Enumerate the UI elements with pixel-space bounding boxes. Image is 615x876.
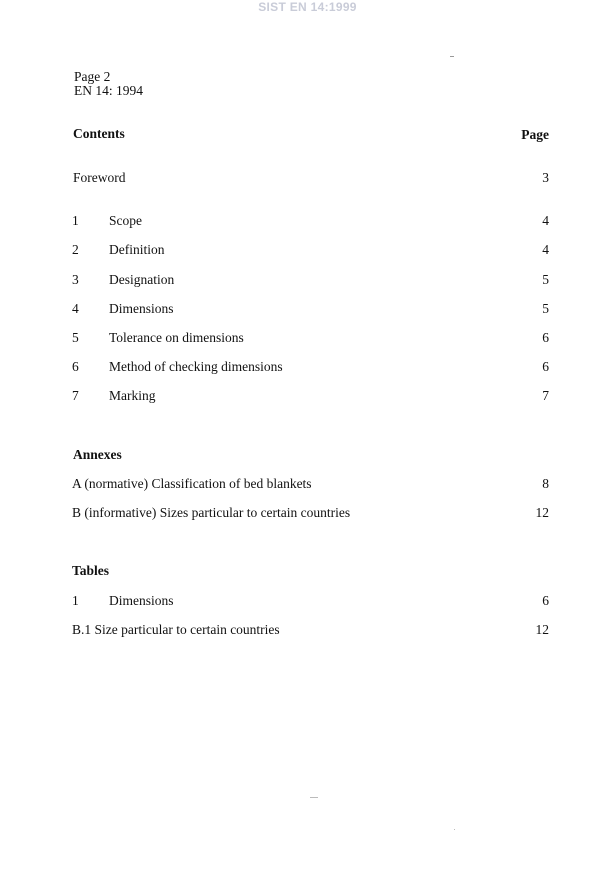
table-entry-label: Dimensions bbox=[109, 593, 174, 608]
page-column-heading: Page bbox=[521, 127, 549, 142]
toc-entry-label: Definition bbox=[109, 242, 165, 257]
scan-speck bbox=[450, 56, 454, 57]
annex-entry-label: B (informative) Sizes particular to certain countries bbox=[72, 505, 351, 520]
table-entry-page: 6 bbox=[542, 593, 549, 608]
page-header bbox=[74, 70, 143, 98]
table-entry bbox=[72, 592, 549, 610]
toc-entry-clause bbox=[72, 300, 549, 318]
toc-entry-page: 5 bbox=[542, 301, 549, 316]
toc-entry-number: 2 bbox=[72, 242, 79, 257]
annex-entry-page: 8 bbox=[542, 476, 549, 491]
toc-entry-page: 6 bbox=[542, 359, 549, 374]
toc-entry-label: Tolerance on dimensions bbox=[109, 330, 244, 345]
table-entry bbox=[72, 621, 549, 639]
toc-entry-number: 1 bbox=[72, 213, 79, 228]
annex-entry bbox=[72, 475, 549, 493]
toc-entry-number: 6 bbox=[72, 359, 79, 374]
annex-entry-label: A (normative) Classification of bed blankets bbox=[72, 476, 312, 491]
table-entry-number: 1 bbox=[72, 593, 79, 608]
toc-entry-clause bbox=[72, 241, 549, 259]
toc-entry-page: 3 bbox=[542, 170, 549, 185]
table-entry-page: 12 bbox=[535, 622, 549, 637]
scan-speck bbox=[310, 797, 318, 798]
toc-entry-clause bbox=[72, 358, 549, 376]
toc-entry-number: 4 bbox=[72, 301, 79, 316]
toc-entry-clause bbox=[72, 387, 549, 405]
annex-entry-page: 12 bbox=[535, 505, 549, 520]
tables-heading: Tables bbox=[72, 563, 110, 578]
toc-entry-label: Dimensions bbox=[109, 301, 174, 316]
annexes-heading: Annexes bbox=[73, 447, 122, 462]
toc-entry-page: 4 bbox=[542, 213, 549, 228]
toc-entry-label: Scope bbox=[109, 213, 142, 228]
toc-entry-page: 4 bbox=[542, 242, 549, 257]
scan-speck bbox=[454, 829, 455, 830]
toc-entry-number: 3 bbox=[72, 272, 79, 287]
toc-entry-page: 5 bbox=[542, 272, 549, 287]
toc-entry-label: Designation bbox=[109, 272, 175, 287]
toc-entry-foreword bbox=[72, 169, 549, 187]
toc-entry-number: 5 bbox=[72, 330, 79, 345]
toc-entry-label: Marking bbox=[109, 388, 156, 403]
table-entry-label: B.1 Size particular to certain countries bbox=[72, 622, 280, 637]
toc-entry-page: 7 bbox=[542, 388, 549, 403]
page-number: Page 2 bbox=[74, 69, 111, 84]
toc-entry-label: Method of checking dimensions bbox=[109, 359, 283, 374]
toc-entry-number: 7 bbox=[72, 388, 79, 403]
toc-entry-clause bbox=[72, 271, 549, 289]
standard-reference: EN 14: 1994 bbox=[74, 83, 143, 98]
toc-entry-clause bbox=[72, 212, 549, 230]
toc-entry-label: Foreword bbox=[73, 170, 126, 185]
contents-heading: Contents bbox=[73, 126, 125, 141]
annex-entry bbox=[72, 504, 549, 522]
toc-entry-clause bbox=[72, 329, 549, 347]
watermark: SIST EN 14:1999 bbox=[258, 0, 357, 14]
toc-entry-page: 6 bbox=[542, 330, 549, 345]
